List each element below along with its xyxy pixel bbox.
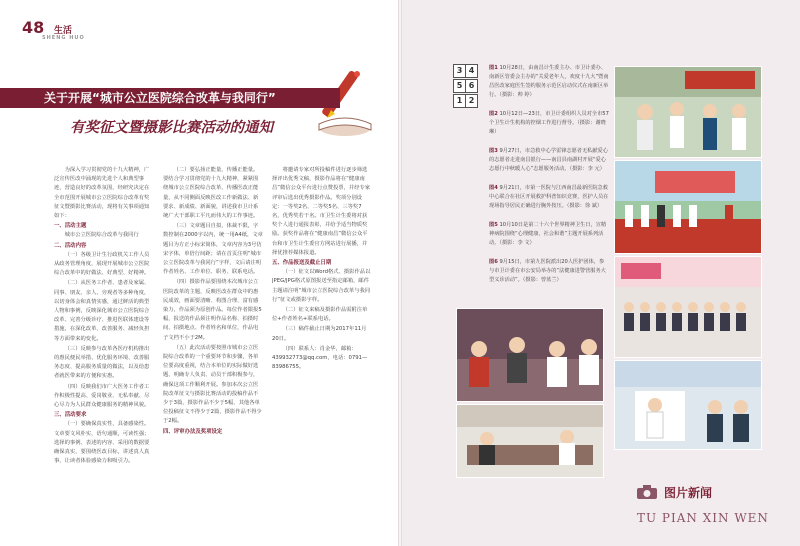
text-column-3 xyxy=(272,166,372,516)
number-box: 4 xyxy=(465,64,478,78)
photo-6 xyxy=(456,404,604,478)
paragraph: （三）稿件截止日期为2017年11月20日。 xyxy=(272,326,367,342)
article-body xyxy=(54,166,372,516)
caption: 图3 9月27日，市急救中心学雷锋志愿者无私献爱心的志愿者走进南昌银行——南昌县南湖村开展“爱心志愿行中秋暖人心”志愿服务活动。（摄影：李 元） xyxy=(489,148,608,172)
paragraph: （二）要弘扬正能量，传播正能量。要结合学习贯彻党的十九大精神，紧紧围绕城市公立医院综合改革，传播医改正能量，从不同侧面反映医改工作新做法、新要求、新成绩、新面貌，讲述我市卫计系统广大干部职工平凡而伟大的工作事迹。 xyxy=(163,167,259,220)
number-box: 1 xyxy=(453,94,466,108)
paragraph: （一）要确保真实性，具备感染性。文章要文风朴实，语句通顺，可读性强；选择的事例、表述的内容、采用的数据要确保真实，要围绕医改目标，讲述真人真事，让读者体验感染力和吸引力。 xyxy=(54,421,150,465)
camera-icon xyxy=(637,485,657,499)
paragraph: （四）摄影作品要围绕本次城市公立医院改革的主题，反映医改在群众中的惠民成效，画面要清晰、构图合理、富有感染力，作品须为原创作品。每位作者限报5幅，报送的作品须注明作品名称、拍摄时间、拍摄地点、作者姓名和单位，作品电子文档不小于2M。 xyxy=(163,279,262,341)
text-column-2 xyxy=(163,166,263,516)
section-name-en: SHENG HUO xyxy=(42,35,85,41)
caption: 图4 9月21日，市第一医院与江西南昌最新医院急救中心联合在社区开展救护科普知识竞赛，医护人员在现场指导居民正确进行胸外按压。（摄影：徐 斌） xyxy=(489,185,609,209)
section-heading: 四、评审办法及奖项设定 xyxy=(163,428,223,435)
section-heading: 一、活动主题 xyxy=(54,223,87,230)
photo-captions xyxy=(489,64,609,295)
paragraph: 将邀请专家对所投稿件进行逐步筛选择评出优秀文稿，摄影作品将在“健康南昌”微信公众平台进行点赞投票，并经专家评审后选出优秀摄影作品。奖项分别设定：一等奖2名、二等奖5名、三等奖7名，优秀奖若干名。市卫生计生委将对获奖个人进行通报表彰，并给予适当物质奖励。获奖作品将在“健康南昌”微信公众平台和市卫生计生委官方网站进行展播，并择优推荐媒体报道。 xyxy=(272,167,371,256)
section-heading: 五、作品报送及截止日期 xyxy=(272,260,332,267)
section-heading: 三、活动要求 xyxy=(54,412,87,419)
paragraph: （三）反映参与改革各医疗机构推出的惠民便民举措、优化服务环境、改善服务态度、提高服务质量的做法，以及给患者就医带来的方便和实惠。 xyxy=(54,345,150,380)
text-column-1 xyxy=(54,166,154,516)
article-title-line1: 关于开展“城市公立医院综合改革与我同行” xyxy=(44,91,276,105)
article-title-line2: 有奖征文暨摄影比赛活动的通知 xyxy=(70,120,273,136)
section-name: 生活 xyxy=(53,26,72,36)
photo-3 xyxy=(614,256,762,358)
caption: 图5 10月10日是第二十六个世界精神卫生日，宣精神病院围绕“心理健康，社会和谐”主题开展系列活动。（摄影：李 文） xyxy=(489,222,607,246)
right-page xyxy=(402,0,800,546)
number-box: 2 xyxy=(465,94,478,108)
page-header xyxy=(22,18,85,41)
paragraph: （二）从医务工作者、患者及家属、同事、朋友、亲人、旁观者等多种角度，以切身体会和真情实感，通过鲜活的典型人物和事例，反映深化城市公立医院综合改革、完善分级诊疗、推进医联体建设等措施，在深化改革、改善服务、减轻负担等方面带来的变化。 xyxy=(54,280,150,342)
paragraph: 为深入学习贯彻党的十九大精神，广泛宣传医改中涌现的先进个人和典型事迹，营造良好的改革氛围，经研究决定在全市范围开展城市公立医院综合改革有奖征文暨摄影比赛活动，现将有关事项通知如下： xyxy=(54,167,150,220)
paragraph: （五）此次活动要按照市城市公立医院综合改革的一个重要环节和步骤，各单位要高度重视，结合本单位的实际做好选题、明确专人负责、动员干部积极参与，确保这项工作顺利开展。参加本次公立医院改革征文与摄影比赛活动的投稿作品不少于3篇，摄影作品不少于5幅，其他各单位投稿征文不得少于2篇，摄影作品不得少于2幅。 xyxy=(163,344,262,425)
page-number: 48 xyxy=(22,18,45,37)
paragraph: （一）征文以Word格式、摄影作品以JPEG/JPG格式原图报送至指定邮箱，邮件主题请注明“城市公立医院综合改革与我同行”征文或摄影字样。 xyxy=(272,269,371,303)
number-box: 5 xyxy=(453,79,466,93)
caption: 图2 10月12日—23日，市卫计委组织人员对全市57个卫生计生机构的控烟工作进行督导。（摄影：谢晓琳） xyxy=(489,111,609,135)
paragraph: （三）文章题目自拟，体裁不限，字数控制在2000字以内，统一用A4纸，文章题目为方正小标宋简体，文章内容为3号仿宋字体，单倍行间距；请在首页注明“城市公立医院改革与我同行”字样，文后请注明作者姓名、工作单位、职务、联系电话。 xyxy=(163,223,263,276)
photo-4 xyxy=(614,360,762,450)
caption: 图1 10月28日，由南昌计生委主办、市卫计委办、南新区管委会主办的“关爱老年人，欢度十九大”暨南昌医改家庭医生签约服务示范区启动仪式在南新区举行。（摄影：帅 婷） xyxy=(489,65,609,98)
caption: 图6 9月15日，市第九医院派出20人医护团体，参与市卫计委在市公安局举办的“法健康进警营服务大型义诊活动”。（摄影：曾蓝兰） xyxy=(489,259,606,283)
left-page xyxy=(0,0,398,546)
paragraph: （二）征文来稿及摄影作品需附注单位+作者姓名+联系电话。 xyxy=(272,307,368,323)
section-heading: 二、活动内容 xyxy=(54,242,87,249)
paragraph: （四）联系人：肖金华，邮箱：439932773@qq.com，电话：0791—83986755。 xyxy=(272,345,368,371)
photo-5 xyxy=(456,308,604,402)
photo-1 xyxy=(614,66,762,158)
number-box: 6 xyxy=(465,79,478,93)
paragraph: （一）各级卫计生行政机关工作人员从政务管理角度，展现开展城市公立医院综合改革中的好做法、好典型、好精神。 xyxy=(54,251,150,277)
paragraph: 城市公立医院综合改革与我同行 xyxy=(64,232,139,239)
number-box: 3 xyxy=(453,64,466,78)
section-label: 图片新闻 xyxy=(664,486,713,500)
photo-number-grid xyxy=(453,64,476,108)
paragraph: （四）反映我们市广大医务工作者工作积极性提高、爱岗敬业、无私奉献、尽心尽力为人民群众健康服务的精神风貌。 xyxy=(54,383,150,409)
section-label-en: TU PIAN XIN WEN xyxy=(637,511,769,525)
photo-2 xyxy=(614,160,762,254)
